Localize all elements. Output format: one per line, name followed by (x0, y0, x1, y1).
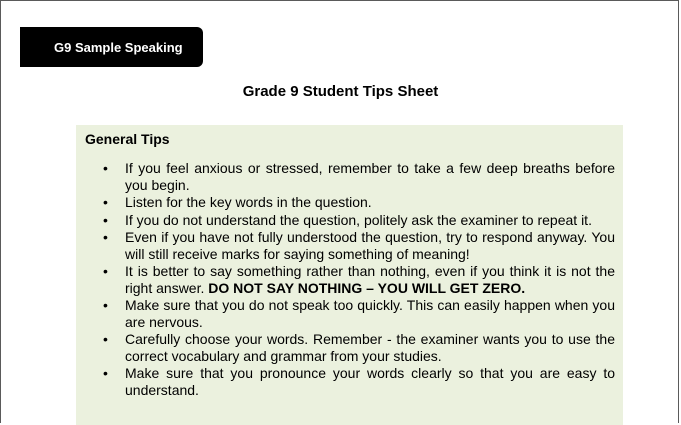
header-tab (20, 27, 203, 67)
section-heading: General Tips (85, 131, 170, 147)
bullet-icon: • (103, 263, 108, 279)
bullet-icon: • (103, 160, 108, 176)
bullet-icon: • (103, 194, 108, 210)
list-item (102, 194, 615, 211)
page-title: Grade 9 Student Tips Sheet (242, 83, 439, 100)
list-item (102, 263, 615, 296)
general-tips-box (76, 125, 623, 425)
tip-text: Listen for the key words in the question. (125, 194, 372, 210)
list-item (102, 160, 615, 193)
list-item (102, 212, 615, 229)
tip-text: If you do not understand the question, politely ask the examiner to repeat it. (125, 211, 592, 228)
bullet-icon: • (103, 365, 108, 381)
bullet-icon: • (103, 211, 108, 228)
header-tab-label: G9 Sample Speaking (54, 39, 183, 55)
bullet-icon: • (103, 331, 108, 347)
list-item (102, 229, 615, 262)
bullet-icon: • (103, 229, 108, 245)
tip-text: Carefully choose your words. Remember - the examiner wants you to use the correct vocabulary and grammar from your studies. (125, 331, 615, 364)
list-item (102, 331, 615, 364)
bullet-icon: • (103, 297, 108, 313)
tip-text: Even if you have not fully understood the question, try to respond anyway. You will still receive marks for saying something of meaning! (125, 229, 615, 262)
tip-text: It is better to say something rather than nothing, even if you think it is not the right answer. (125, 263, 615, 296)
tip-text: Make sure that you do not speak too quickly. This can easily happen when you are nervous. (125, 297, 615, 330)
tips-list (102, 160, 615, 399)
tip-text: Make sure that you pronounce your words clearly so that you are easy to understand. (125, 365, 615, 398)
tip-emphasis: DO NOT SAY NOTHING – YOU WILL GET ZERO. (208, 279, 526, 296)
list-item (102, 365, 615, 398)
tip-text: If you feel anxious or stressed, remember to take a few deep breaths before you begin. (125, 160, 615, 193)
list-item (102, 297, 615, 330)
